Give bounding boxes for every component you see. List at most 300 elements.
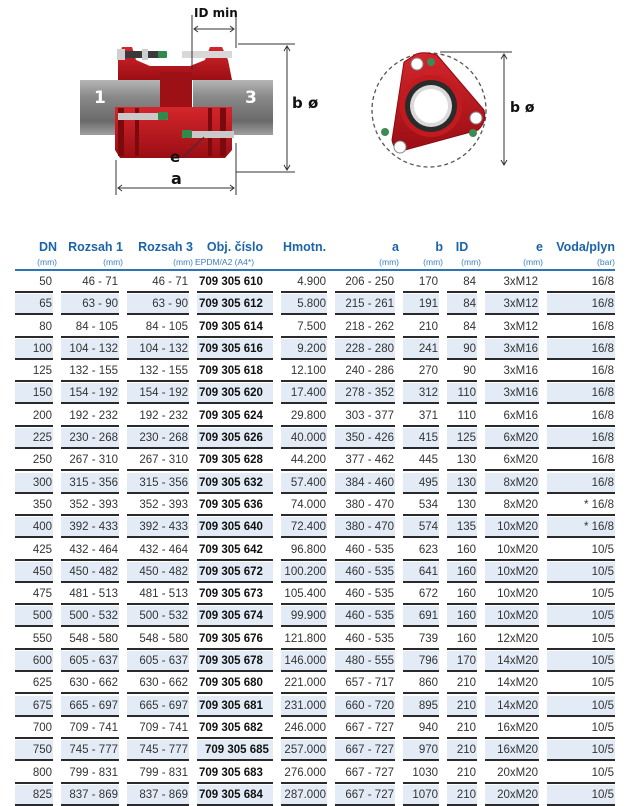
cell-value: 192 - 232 <box>61 406 119 427</box>
cell-value: 72.400 <box>281 517 327 538</box>
cell-a <box>331 271 399 293</box>
cell-value: 667 - 727 <box>335 785 395 806</box>
cell-obj-cislo <box>193 516 277 538</box>
cell-e <box>481 405 543 427</box>
cell-value: 605 - 637 <box>127 651 189 672</box>
cell-rozsah-3 <box>123 583 193 605</box>
cell-value: 160 <box>447 584 477 605</box>
cell-value: 16/8 <box>547 450 615 471</box>
cell-value: 14xM20 <box>485 673 539 694</box>
cell-value: 799 - 831 <box>127 763 189 784</box>
cell-voda-plyn <box>543 494 615 516</box>
cell-value: 20xM20 <box>485 763 539 784</box>
table-row <box>15 717 615 739</box>
table-row <box>15 672 615 694</box>
cell-e <box>481 672 543 694</box>
cell-voda-plyn <box>543 539 615 561</box>
cell-rozsah-3 <box>123 628 193 650</box>
cell-value: 657 - 717 <box>335 673 395 694</box>
cell-voda-plyn <box>543 360 615 382</box>
cell-value: 675 <box>15 696 53 717</box>
cell-a <box>331 739 399 761</box>
cell-value: 10xM20 <box>485 584 539 605</box>
cell-value: 709 305 680 <box>197 673 273 694</box>
cell-value: 350 <box>15 495 53 516</box>
cell-b <box>399 739 443 761</box>
cell-value: 8xM20 <box>485 473 539 494</box>
cell-value: 9.200 <box>281 339 327 360</box>
cell-value: 267 - 310 <box>127 450 189 471</box>
cell-value: 709 305 682 <box>197 718 273 739</box>
table-row <box>15 739 615 761</box>
cell-obj-cislo <box>193 316 277 338</box>
cell-value: 548 - 580 <box>61 629 119 650</box>
cell-value: 191 <box>403 294 439 315</box>
col-header-obj-cislo: Obj. číslo <box>206 240 264 254</box>
cell-a <box>331 628 399 650</box>
pipe-3-label: 3 <box>245 88 257 108</box>
cell-value: 6xM20 <box>485 450 539 471</box>
cell-value: 481 - 513 <box>127 584 189 605</box>
cell-value: 246.000 <box>281 718 327 739</box>
cell-value: 500 - 532 <box>61 606 119 627</box>
cell-value: 3xM12 <box>485 272 539 293</box>
cell-value: 548 - 580 <box>127 629 189 650</box>
cell-obj-cislo <box>193 739 277 761</box>
cell-id <box>443 605 481 627</box>
cell-value: 709 305 616 <box>197 339 273 360</box>
cell-dn <box>15 449 57 471</box>
table-row <box>15 583 615 605</box>
col-header-dn: DN <box>38 240 57 254</box>
cell-id <box>443 672 481 694</box>
unit-a: (mm) <box>331 254 399 271</box>
table-row <box>15 539 615 561</box>
cell-hmotn <box>277 672 331 694</box>
cell-value: 63 - 90 <box>127 294 189 315</box>
cell-value: 380 - 470 <box>335 495 395 516</box>
cell-hmotn <box>277 427 331 449</box>
cell-dn <box>15 472 57 494</box>
cell-rozsah-3 <box>123 672 193 694</box>
cell-value: 84 <box>447 272 477 293</box>
cell-a <box>331 360 399 382</box>
cell-id <box>443 628 481 650</box>
cell-rozsah-3 <box>123 539 193 561</box>
cell-voda-plyn <box>543 472 615 494</box>
cell-rozsah-1 <box>57 605 123 627</box>
cell-value: 750 <box>15 740 53 761</box>
cell-e <box>481 338 543 360</box>
col-header-id: ID <box>455 240 469 254</box>
unit-b: (mm) <box>399 254 443 271</box>
cell-value: 709 305 628 <box>197 450 273 471</box>
cell-rozsah-3 <box>123 382 193 404</box>
cell-b <box>399 605 443 627</box>
cell-value: 154 - 192 <box>127 383 189 404</box>
cell-voda-plyn <box>543 717 615 739</box>
cell-rozsah-3 <box>123 561 193 583</box>
cell-voda-plyn <box>543 784 615 806</box>
cell-value: 125 <box>447 428 477 449</box>
cell-hmotn <box>277 360 331 382</box>
cell-value: 667 - 727 <box>335 740 395 761</box>
cell-value: 400 <box>15 517 53 538</box>
cell-value: 63 - 90 <box>61 294 119 315</box>
cell-id <box>443 516 481 538</box>
cell-rozsah-1 <box>57 472 123 494</box>
cell-value: 450 <box>15 562 53 583</box>
cell-b <box>399 717 443 739</box>
cell-dn <box>15 628 57 650</box>
cell-rozsah-3 <box>123 449 193 471</box>
cell-id <box>443 650 481 672</box>
product-drawing <box>0 0 631 215</box>
cell-value: 200 <box>15 406 53 427</box>
table-row <box>15 338 615 360</box>
cell-dn <box>15 316 57 338</box>
cell-value: 380 - 470 <box>335 517 395 538</box>
cell-id <box>443 739 481 761</box>
cell-voda-plyn <box>543 561 615 583</box>
cell-rozsah-3 <box>123 360 193 382</box>
cell-value: 14xM20 <box>485 696 539 717</box>
unit-rozsah-3: (mm) <box>123 254 193 271</box>
cell-rozsah-1 <box>57 583 123 605</box>
cell-value: 1030 <box>403 763 439 784</box>
cell-obj-cislo <box>193 539 277 561</box>
cell-value: 709 305 673 <box>197 584 273 605</box>
cell-value: 160 <box>447 540 477 561</box>
cell-b <box>399 539 443 561</box>
cell-voda-plyn <box>543 739 615 761</box>
cell-id <box>443 449 481 471</box>
cell-voda-plyn <box>543 382 615 404</box>
cell-value: 130 <box>447 473 477 494</box>
cell-a <box>331 449 399 471</box>
cell-value: 460 - 535 <box>335 540 395 561</box>
cell-dn <box>15 338 57 360</box>
cell-b <box>399 516 443 538</box>
cell-e <box>481 271 543 293</box>
cell-e <box>481 762 543 784</box>
col-header-rozsah-1: Rozsah 1 <box>68 240 123 254</box>
cell-value: 352 - 393 <box>61 495 119 516</box>
cell-hmotn <box>277 583 331 605</box>
table-row <box>15 494 615 516</box>
cell-hmotn <box>277 762 331 784</box>
cell-b <box>399 695 443 717</box>
cell-value: 225 <box>15 428 53 449</box>
cell-value: 170 <box>447 651 477 672</box>
cell-value: 40.000 <box>281 428 327 449</box>
cell-dn <box>15 784 57 806</box>
cell-dn <box>15 717 57 739</box>
cell-rozsah-3 <box>123 717 193 739</box>
cell-value: 709 305 674 <box>197 606 273 627</box>
table-row <box>15 762 615 784</box>
table-row <box>15 293 615 315</box>
cell-value: 206 - 250 <box>335 272 395 293</box>
cell-obj-cislo <box>193 494 277 516</box>
cell-value: 16/8 <box>547 473 615 494</box>
cell-rozsah-1 <box>57 784 123 806</box>
cell-value: 709 305 642 <box>197 540 273 561</box>
cell-id <box>443 293 481 315</box>
cell-value: 84 <box>447 294 477 315</box>
cell-value: 10/5 <box>547 584 615 605</box>
cell-id <box>443 539 481 561</box>
cell-rozsah-1 <box>57 717 123 739</box>
cell-value: 630 - 662 <box>127 673 189 694</box>
cell-rozsah-1 <box>57 293 123 315</box>
cell-value: 660 - 720 <box>335 696 395 717</box>
cell-value: 16/8 <box>547 317 615 338</box>
cell-value: 50 <box>15 272 53 293</box>
cell-value: 100.200 <box>281 562 327 583</box>
cell-value: 231.000 <box>281 696 327 717</box>
cell-value: 5.800 <box>281 294 327 315</box>
cell-value: 800 <box>15 763 53 784</box>
cell-value: 377 - 462 <box>335 450 395 471</box>
cell-voda-plyn <box>543 338 615 360</box>
cell-dn <box>15 583 57 605</box>
cell-value: 257.000 <box>281 740 327 761</box>
cell-value: 475 <box>15 584 53 605</box>
cell-voda-plyn <box>543 650 615 672</box>
cell-e <box>481 583 543 605</box>
cell-e <box>481 739 543 761</box>
cell-b <box>399 672 443 694</box>
cell-e <box>481 784 543 806</box>
cell-value: 146.000 <box>281 651 327 672</box>
cell-rozsah-1 <box>57 360 123 382</box>
cell-value: 110 <box>447 406 477 427</box>
cell-dn <box>15 561 57 583</box>
cell-hmotn <box>277 338 331 360</box>
cell-value: 825 <box>15 785 53 806</box>
cell-value: 495 <box>403 473 439 494</box>
cell-hmotn <box>277 316 331 338</box>
cell-value: 709 305 681 <box>197 696 273 717</box>
cell-value: 20xM20 <box>485 785 539 806</box>
cell-value: 481 - 513 <box>61 584 119 605</box>
cell-value: 630 - 662 <box>61 673 119 694</box>
pipe-1-label: 1 <box>94 88 106 108</box>
cell-dn <box>15 271 57 293</box>
unit-rozsah-1: (mm) <box>57 254 123 271</box>
table-row <box>15 405 615 427</box>
cell-value: 154 - 192 <box>61 383 119 404</box>
cell-b <box>399 628 443 650</box>
cell-value: 6xM16 <box>485 406 539 427</box>
table-row <box>15 427 615 449</box>
unit-dn: (mm) <box>15 254 57 271</box>
table-row <box>15 472 615 494</box>
cell-value: 672 <box>403 584 439 605</box>
cell-hmotn <box>277 405 331 427</box>
cell-value: 10/5 <box>547 673 615 694</box>
cell-hmotn <box>277 650 331 672</box>
cell-value: 16/8 <box>547 294 615 315</box>
bolt-hole <box>411 58 423 70</box>
cell-value: 99.900 <box>281 606 327 627</box>
cell-value: 90 <box>447 339 477 360</box>
cell-value: 460 - 535 <box>335 584 395 605</box>
cell-obj-cislo <box>193 583 277 605</box>
cell-b <box>399 293 443 315</box>
cell-a <box>331 561 399 583</box>
cell-value: 460 - 535 <box>335 606 395 627</box>
cell-a <box>331 605 399 627</box>
cell-value: 371 <box>403 406 439 427</box>
cell-value: 392 - 433 <box>61 517 119 538</box>
cell-value: 10xM20 <box>485 517 539 538</box>
cell-value: 240 - 286 <box>335 361 395 382</box>
cell-value: 667 - 727 <box>335 763 395 784</box>
cell-id <box>443 784 481 806</box>
cell-rozsah-1 <box>57 338 123 360</box>
cell-dn <box>15 739 57 761</box>
cell-b <box>399 472 443 494</box>
cell-value: 709 305 632 <box>197 473 273 494</box>
cell-value: 312 <box>403 383 439 404</box>
cell-value: 709 305 614 <box>197 317 273 338</box>
unit-obj-cislo-text: EPDM/A2 (A4*) <box>195 256 255 267</box>
cell-value: 574 <box>403 517 439 538</box>
cell-value: 16/8 <box>547 361 615 382</box>
cell-value: 215 - 261 <box>335 294 395 315</box>
cell-e <box>481 539 543 561</box>
cell-value: 3xM12 <box>485 317 539 338</box>
col-header-rozsah-3: Rozsah 3 <box>138 240 193 254</box>
cell-value: 16/8 <box>547 272 615 293</box>
cell-rozsah-1 <box>57 516 123 538</box>
cell-id <box>443 271 481 293</box>
cell-value: 709 305 685 <box>197 740 273 761</box>
cell-value: 10/5 <box>547 718 615 739</box>
cell-b <box>399 271 443 293</box>
cell-a <box>331 762 399 784</box>
cell-value: 110 <box>447 383 477 404</box>
cell-value: 709 305 610 <box>197 272 273 293</box>
b-diameter-label: b ø <box>292 94 319 112</box>
cell-value: 46 - 71 <box>61 272 119 293</box>
cell-a <box>331 695 399 717</box>
cell-voda-plyn <box>543 672 615 694</box>
cell-value: 432 - 464 <box>127 540 189 561</box>
cell-rozsah-1 <box>57 449 123 471</box>
cell-value: 1070 <box>403 785 439 806</box>
cell-value: 315 - 356 <box>61 473 119 494</box>
cell-value: 623 <box>403 540 439 561</box>
cell-hmotn <box>277 539 331 561</box>
cell-value: 303 - 377 <box>335 406 395 427</box>
unit-voda-plyn: (bar) <box>543 254 615 271</box>
cell-value: 700 <box>15 718 53 739</box>
unit-hmotn <box>277 254 331 271</box>
cell-obj-cislo <box>193 427 277 449</box>
cell-hmotn <box>277 784 331 806</box>
cell-value: 667 - 727 <box>335 718 395 739</box>
table-row <box>15 695 615 717</box>
cell-id <box>443 494 481 516</box>
unit-id: (mm) <box>443 254 481 271</box>
cell-value: 230 - 268 <box>61 428 119 449</box>
cell-value: 210 <box>447 785 477 806</box>
cell-value: 625 <box>15 673 53 694</box>
cell-value: 65 <box>15 294 53 315</box>
cell-b <box>399 316 443 338</box>
a-length-label: a <box>171 169 182 188</box>
cell-voda-plyn <box>543 695 615 717</box>
cell-value: 350 - 426 <box>335 428 395 449</box>
cell-rozsah-3 <box>123 762 193 784</box>
cell-e <box>481 717 543 739</box>
cell-obj-cislo <box>193 672 277 694</box>
cell-dn <box>15 672 57 694</box>
cell-a <box>331 382 399 404</box>
cell-obj-cislo <box>193 784 277 806</box>
cell-a <box>331 427 399 449</box>
table-row <box>15 316 615 338</box>
cell-value: 432 - 464 <box>61 540 119 561</box>
cell-value: 221.000 <box>281 673 327 694</box>
cell-value: 460 - 535 <box>335 629 395 650</box>
cell-hmotn <box>277 739 331 761</box>
cell-e <box>481 695 543 717</box>
cell-id <box>443 762 481 784</box>
cell-value: 100 <box>15 339 53 360</box>
bolt-hole <box>470 112 482 124</box>
cell-hmotn <box>277 605 331 627</box>
cell-value: 14xM20 <box>485 651 539 672</box>
cell-b <box>399 382 443 404</box>
cell-value: 480 - 555 <box>335 651 395 672</box>
cell-value: 709 305 640 <box>197 517 273 538</box>
cell-a <box>331 316 399 338</box>
cell-value: 415 <box>403 428 439 449</box>
cell-obj-cislo <box>193 762 277 784</box>
cell-value: 10xM20 <box>485 562 539 583</box>
cell-b <box>399 784 443 806</box>
cell-value: 709 305 672 <box>197 562 273 583</box>
cell-rozsah-3 <box>123 784 193 806</box>
cell-obj-cislo <box>193 695 277 717</box>
cell-value: 534 <box>403 495 439 516</box>
cell-b <box>399 650 443 672</box>
cell-rozsah-1 <box>57 316 123 338</box>
cell-value: 3xM12 <box>485 294 539 315</box>
cell-dn <box>15 293 57 315</box>
cell-value: 709 305 626 <box>197 428 273 449</box>
cell-e <box>481 605 543 627</box>
cell-value: 210 <box>447 718 477 739</box>
cell-rozsah-1 <box>57 271 123 293</box>
cell-value: 315 - 356 <box>127 473 189 494</box>
cell-b <box>399 494 443 516</box>
cell-value: 10/5 <box>547 763 615 784</box>
e-bolt-label: e <box>170 148 181 166</box>
table-row <box>15 650 615 672</box>
cell-value: 3xM16 <box>485 361 539 382</box>
cell-value: 7.500 <box>281 317 327 338</box>
cell-value: 709 - 741 <box>127 718 189 739</box>
table-row <box>15 516 615 538</box>
cell-value: 267 - 310 <box>61 450 119 471</box>
cell-value: 16xM20 <box>485 740 539 761</box>
cell-hmotn <box>277 717 331 739</box>
